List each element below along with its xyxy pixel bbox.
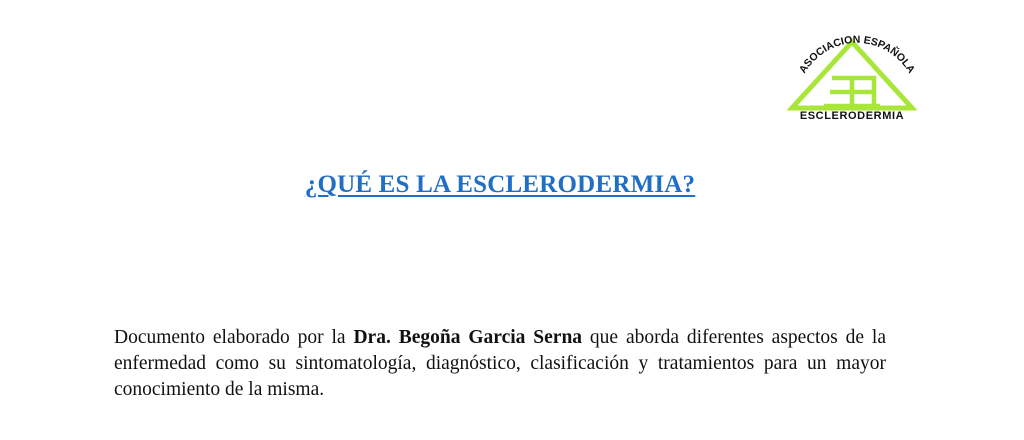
intro-text-start: Documento elaborado por la — [114, 326, 354, 348]
intro-paragraph — [114, 325, 886, 403]
document-title: ¿QUÉ ES LA ESCLERODERMIA? — [304, 171, 696, 198]
intro-text-end: que aborda diferentes aspectos de la enfermedad como su sintomatología, diagnóstico, clasificación y tratamientos para un mayor conocimiento de la misma. — [114, 326, 886, 400]
logo-emblem-icon — [780, 34, 925, 122]
logo-arc-text: ASOCIACION ESPAÑOLA — [796, 34, 918, 76]
logo-bottom-text: ESCLERODERMIA — [799, 110, 905, 122]
author-name: Dra. Begoña Garcia Serna — [353, 326, 583, 348]
association-logo — [780, 34, 925, 122]
